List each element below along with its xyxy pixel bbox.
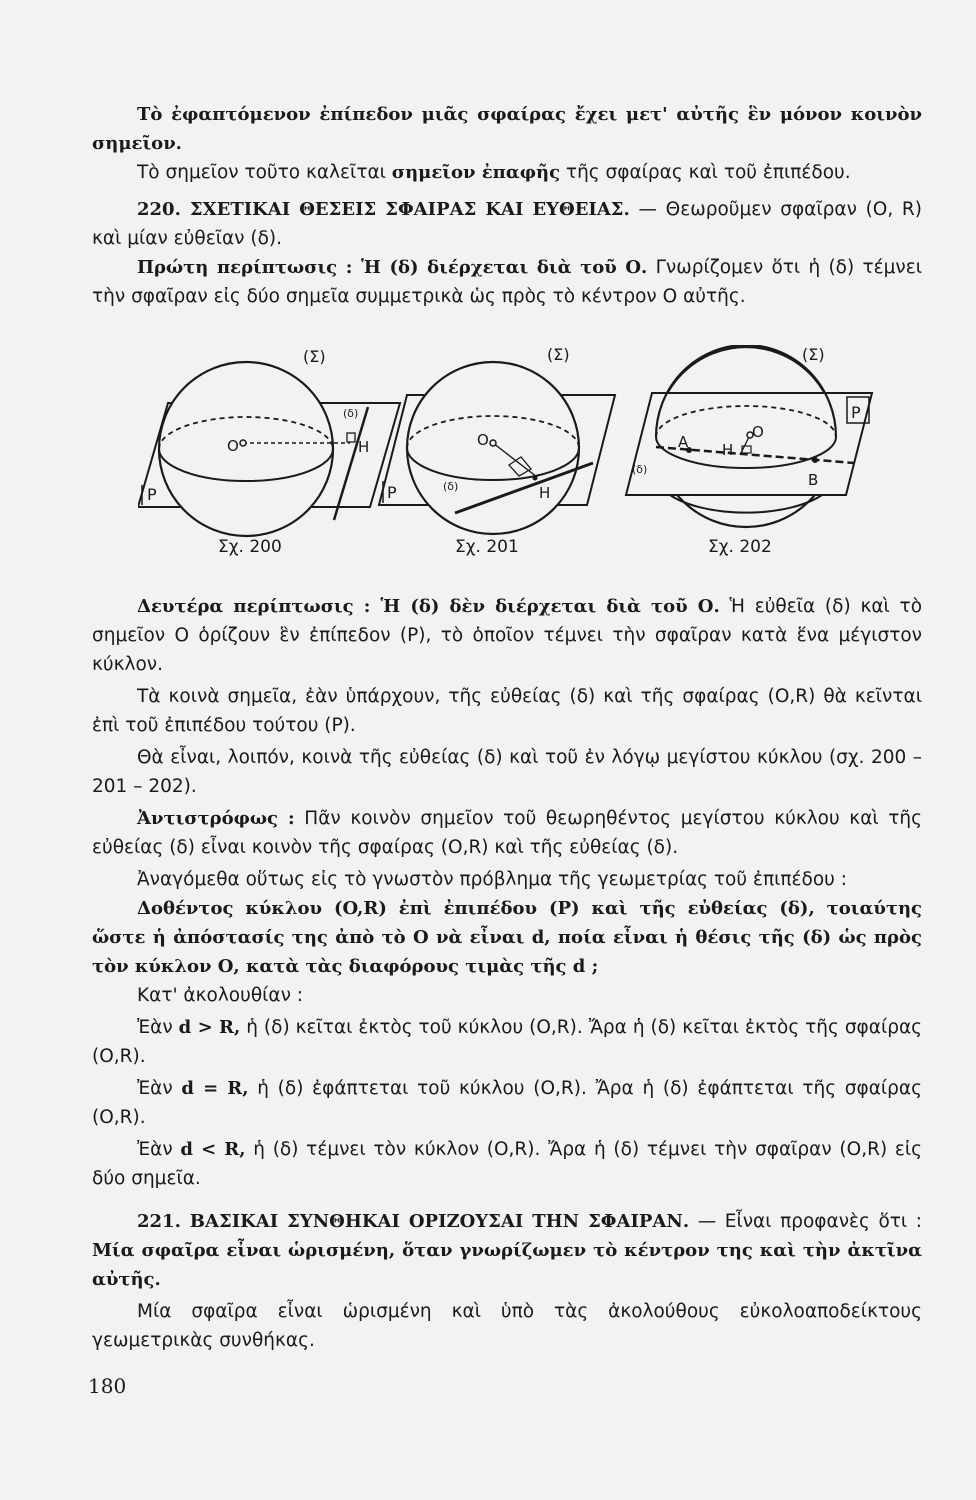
point-h-label: H xyxy=(358,438,370,456)
text-run: Ἐὰν xyxy=(137,1139,181,1160)
text-run: ἡ (δ) τέμνει τὸν κύκλον (O,R). Ἄρα ἡ (δ) τέμνει τὴν σφαῖραν (O,R) εἰς δύο σημεῖα. xyxy=(92,1139,923,1189)
delta-label: (δ) xyxy=(443,480,459,493)
section-220-heading: 220. ΣΧΕΤΙΚΑΙ ΘΕΣΕΙΣ ΣΦΑΙΡΑΣ ΚΑΙ ΕΥΘΕΙΑΣ. xyxy=(137,199,630,220)
paragraph-great-circle: Θὰ εἶναι, λοιπόν, κοινὰ τῆς εὐθείας (δ) καὶ τοῦ ἐν λόγῳ μεγίστου κύκλου (σχ. 200 – 201 – 202). xyxy=(92,747,922,797)
tangent-point-definition xyxy=(92,158,922,187)
text-run: Ἐὰν xyxy=(137,1017,179,1038)
figure-200 xyxy=(138,345,408,560)
caption-figure-200: Σχ. 200 xyxy=(218,537,282,557)
point-h-label: H xyxy=(539,484,551,502)
center-label: O xyxy=(227,437,239,455)
case-two xyxy=(92,592,922,679)
section-221-intro xyxy=(92,1207,922,1294)
figure-201 xyxy=(375,345,620,560)
caption-figure-201: Σχ. 201 xyxy=(455,537,519,557)
plane-label: P xyxy=(387,483,397,502)
condition-expression: d > R, xyxy=(178,1017,241,1038)
sigma-label: (Σ) xyxy=(802,345,825,364)
paragraph-consequently: Κατ' ἀκολουθίαν : xyxy=(137,985,304,1006)
text-run: ἡ (δ) κεῖται ἐκτὸς τοῦ κύκλου (O,R). Ἄρα ἡ (δ) κεῖται ἐκτὸς τῆς σφαίρας (O,R). xyxy=(92,1017,923,1067)
paragraph-common-points: Τὰ κοινὰ σημεῖα, ἐὰν ὑπάρχουν, τῆς εὐθείας (δ) καὶ τῆς σφαίρας (O,R) θὰ κεῖνται ἐπὶ τοῦ ἐπιπέδου τούτου (P). xyxy=(92,686,922,736)
case-one-title: Πρώτη περίπτωσις : Ἡ (δ) διέρχεται διὰ τοῦ Ο. xyxy=(137,257,648,278)
section-220-intro xyxy=(92,195,922,253)
delta-label: (δ) xyxy=(343,407,359,420)
term-point-of-contact: σημεῖον ἐπαφῆς xyxy=(391,162,561,183)
text-run: — Θεωροῦμεν σφαῖραν (O, R) καὶ μίαν εὐθεῖαν (δ). xyxy=(92,199,922,249)
page-number: 180 xyxy=(88,1374,127,1398)
text-run: τῆς σφαίρας καὶ τοῦ ἐπιπέδου. xyxy=(560,162,851,183)
text-run: Ἡ εὐθεῖα (δ) καὶ τὸ σημεῖον Ο ὁρίζουν ἓν ἐπίπεδον (P), τὸ ὁποῖον τέμνει τὴν σφαῖραν κατὰ ἕνα μέγιστον κύκλον. xyxy=(92,596,923,675)
sigma-label: (Σ) xyxy=(303,347,326,366)
point-b-label: B xyxy=(808,471,819,489)
point-h-label: H xyxy=(722,441,734,459)
condition-d-less-r xyxy=(92,1135,922,1193)
sigma-label: (Σ) xyxy=(547,345,570,364)
converse-title: Ἀντιστρόφως : xyxy=(137,808,295,829)
center-label: O xyxy=(752,423,764,441)
text-run: Τὸ σημεῖον τοῦτο καλεῖται xyxy=(137,162,392,183)
paragraph-converse xyxy=(92,804,922,862)
delta-label: (δ) xyxy=(632,463,648,476)
plane-label: P xyxy=(147,485,157,504)
paragraph-reduction: Ἀναγόμεθα οὕτως εἰς τὸ γνωστὸν πρόβλημα τῆς γεωμετρίας τοῦ ἐπιπέδου : xyxy=(137,869,847,890)
top-text xyxy=(92,100,922,311)
text-run: Γνωρίζομεν ὅτι ἡ (δ) τέμνει τὴν σφαῖραν εἰς δύο σημεῖα συμμετρικὰ ὡς πρὸς τὸ κέντρον Ο αὐτῆς. xyxy=(92,257,922,307)
point-a-label: A xyxy=(678,433,689,451)
figure-202 xyxy=(622,345,884,560)
condition-d-greater-r xyxy=(92,1013,922,1071)
text-run: Πᾶν κοινὸν σημεῖον τοῦ θεωρηθέντος μεγίστου κύκλου καὶ τῆς εὐθείας (δ) εἶναι κοινὸν τῆς σφαίρας (O,R) καὶ τῆς εὐθείας (δ). xyxy=(92,808,922,858)
condition-expression: d = R, xyxy=(181,1078,249,1099)
center-label: O xyxy=(477,431,489,449)
paragraph-conditions: Μία σφαῖρα εἶναι ὡρισμένη καὶ ὑπὸ τὰς ἀκολούθους εὐκολοαποδείκτους γεωμετρικὰς συνθήκας. xyxy=(92,1301,922,1351)
condition-expression: d < R, xyxy=(180,1139,246,1160)
section-221-heading: 221. ΒΑΣΙΚΑΙ ΣΥΝΘΗΚΑΙ ΟΡΙΖΟΥΣΑΙ ΤΗΝ ΣΦΑΙΡΑΝ. xyxy=(137,1211,690,1232)
case-one xyxy=(92,253,922,311)
caption-figure-202: Σχ. 202 xyxy=(708,537,772,557)
main-text xyxy=(92,592,922,1355)
case-two-title: Δευτέρα περίπτωσις : Ἡ (δ) δὲν διέρχεται διὰ τοῦ Ο. xyxy=(137,596,720,617)
problem-statement: Δοθέντος κύκλου (O,R) ἐπὶ ἐπιπέδου (P) καὶ τῆς εὐθείας (δ), τοιαύτης ὥστε ἡ ἀπόστασίς της ἀπὸ τὸ Ο νὰ εἶναι d, ποία εἶναι ἡ θέσις τῆς (δ) ὡς πρὸς τὸν κύκλον Ο, κατὰ τὰς διαφόρους τιμὰς τῆς d ; xyxy=(92,898,922,977)
condition-d-equal-r xyxy=(92,1074,922,1132)
text-run: Ἐὰν xyxy=(137,1078,182,1099)
plane-label: P xyxy=(851,403,861,422)
tangent-plane-statement: Τὸ ἐφαπτόμενον ἐπίπεδον μιᾶς σφαίρας ἔχει μετ' αὐτῆς ἓν μόνον κοινὸν σημεῖον. xyxy=(92,104,922,154)
sphere-definition: Μία σφαῖρα εἶναι ὡρισμένη, ὅταν γνωρίζωμεν τὸ κέντρον της καὶ τὴν ἀκτῖνα αὐτῆς. xyxy=(92,1240,922,1290)
text-run: ἡ (δ) ἐφάπτεται τοῦ κύκλου (O,R). Ἄρα ἡ (δ) ἐφάπτεται τῆς σφαίρας (O,R). xyxy=(92,1078,922,1128)
text-run: — Εἶναι προφανὲς ὅτι : xyxy=(697,1211,923,1232)
